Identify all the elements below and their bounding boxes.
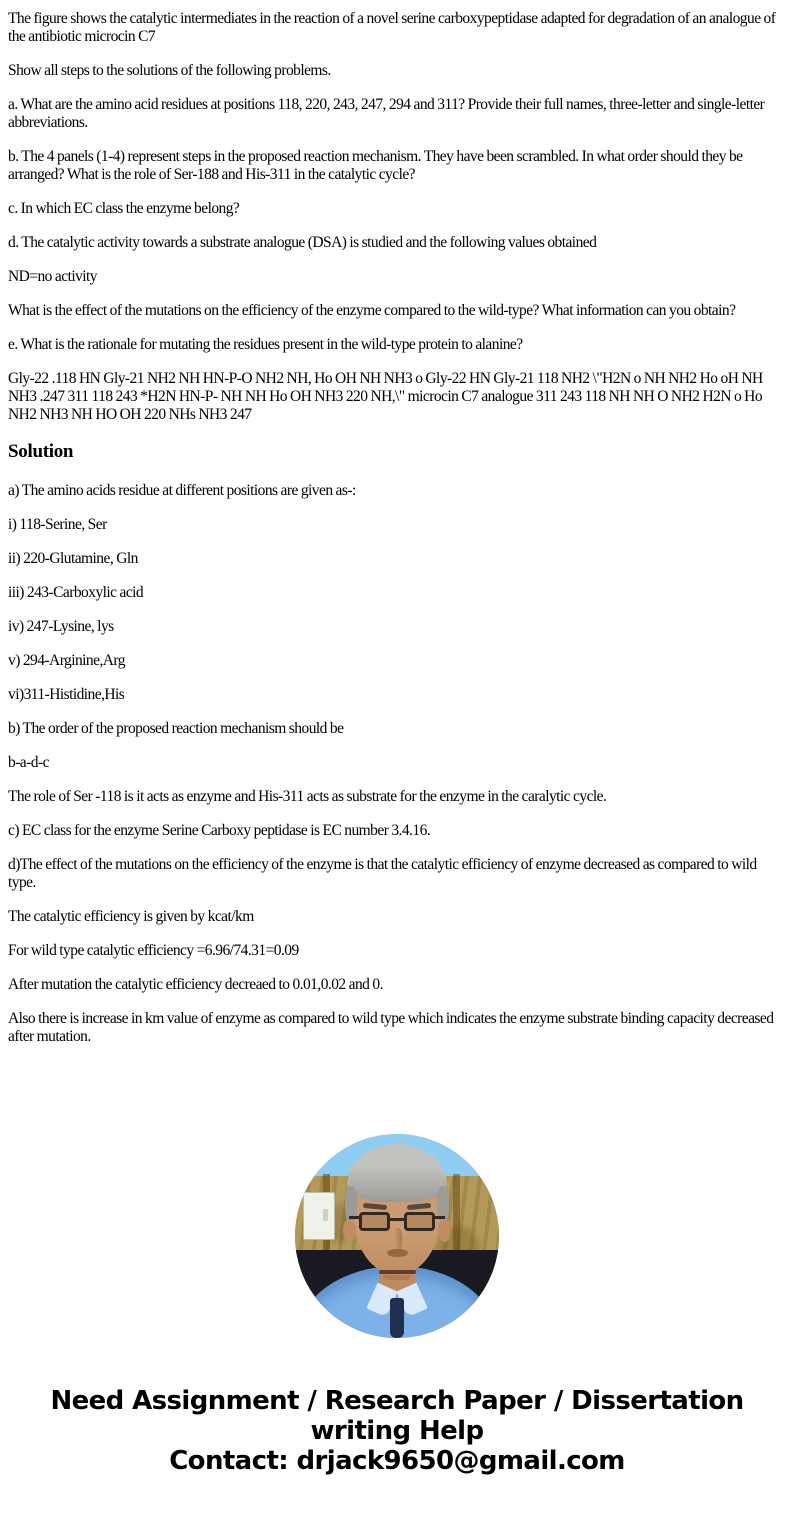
solution-paragraph: ii) 220-Glutamine, Gln <box>8 550 138 567</box>
photo-glasses-lens <box>404 1212 435 1231</box>
footer-contact: Contact: drjack9650@gmail.com <box>169 1446 625 1476</box>
solution-paragraph: a) The amino acids residue at different positions are given as-: <box>8 482 356 499</box>
question-paragraph: d. The catalytic activity towards a substrate analogue (DSA) is studied and the following values obtained <box>8 234 597 251</box>
photo-lip <box>383 1275 411 1280</box>
photo-wall-panel <box>453 1174 460 1258</box>
photo-glasses-temple <box>433 1216 445 1219</box>
solution-paragraph: v) 294-Arginine,Arg <box>8 652 125 669</box>
photo-nostril <box>387 1249 408 1257</box>
solution-paragraph: c) EC class for the enzyme Serine Carboxy peptidase is EC number 3.4.16. <box>8 822 431 839</box>
solution-paragraph: b) The order of the proposed reaction mechanism should be <box>8 720 344 737</box>
solution-paragraph: After mutation the catalytic efficiency decreaed to 0.01,0.02 and 0. <box>8 976 383 993</box>
solution-paragraph: vi)311-Histidine,His <box>8 686 125 703</box>
question-paragraph: b. The 4 panels (1-4) represent steps in the proposed reaction mechanism. They have been scrambled. In what order should they be arranged? What is the role of Ser-188 and His-311 in the catalytic cycle? <box>8 148 743 183</box>
photo-tie <box>390 1298 404 1338</box>
solution-paragraph: iv) 247-Lysine, lys <box>8 618 114 635</box>
question-paragraph: ND=no activity <box>8 268 97 285</box>
footer <box>16 1386 778 1476</box>
question-paragraph: a. What are the amino acid residues at positions 118, 220, 243, 247, 294 and 311? Provide their full names, three-letter and single-letter abbreviations. <box>8 96 765 131</box>
question-paragraph: c. In which EC class the enzyme belong? <box>8 200 240 217</box>
solution-paragraph: Also there is increase in km value of enzyme as compared to wild type which indicates the enzyme substrate binding capacity decreased after mutation. <box>8 1010 774 1045</box>
solution-paragraph: The catalytic efficiency is given by kcat/km <box>8 908 254 925</box>
photo-glasses-bridge <box>388 1218 406 1221</box>
footer-heading: Need Assignment / Research Paper / Dissertation writing Help <box>50 1386 744 1446</box>
page <box>0 10 794 1533</box>
solution-paragraph: iii) 243-Carboxylic acid <box>8 584 144 601</box>
photo-glasses-temple <box>349 1216 361 1219</box>
document-body <box>0 10 794 1046</box>
solution-paragraph: d)The effect of the mutations on the efficiency of the enzyme is that the catalytic efficiency of enzyme decreased as compared to wild type. <box>8 856 757 891</box>
photo-switch <box>323 1209 328 1221</box>
solution-paragraph: The role of Ser -118 is it acts as enzyme and His-311 acts as substrate for the enzyme in the caralytic cycle. <box>8 788 607 805</box>
photo-switch-plate <box>303 1192 335 1240</box>
question-paragraph: What is the effect of the mutations on the efficiency of the enzyme compared to the wild-type? What information can you obtain? <box>8 302 736 319</box>
solution-paragraph: i) 118-Serine, Ser <box>8 516 107 533</box>
solution-paragraph: b-a-d-c <box>8 754 49 771</box>
tutor-photo <box>295 1134 499 1338</box>
photo-mouth <box>379 1270 416 1274</box>
question-paragraph: e. What is the rationale for mutating the residues present in the wild-type protein to alanine? <box>8 336 523 353</box>
solution-paragraph: For wild type catalytic efficiency =6.96/74.31=0.09 <box>8 942 299 959</box>
figure-text-paragraph: Gly-22 .118 HN Gly-21 NH2 NH HN-P-O NH2 NH, Ho OH NH NH3 o Gly-22 HN Gly-21 118 NH2 \"H2N o NH NH2 Ho oH NH NH3 .247 311 118 243 *H2N HN-P- NH NH Ho OH NH3 220 NH,\" microcin C7 analogue 311 243 118 NH NH O NH2 H2N o Ho NH2 NH3 NH HO OH 220 NHs NH3 247 <box>8 370 763 423</box>
question-paragraph: Show all steps to the solutions of the following problems. <box>8 62 331 79</box>
solution-heading: Solution <box>8 441 74 462</box>
photo-glasses-lens <box>359 1212 390 1231</box>
question-paragraph: The figure shows the catalytic intermediates in the reaction of a novel serine carboxypeptidase adapted for degradation of an analogue of the antibiotic microcin C7 <box>8 10 776 45</box>
